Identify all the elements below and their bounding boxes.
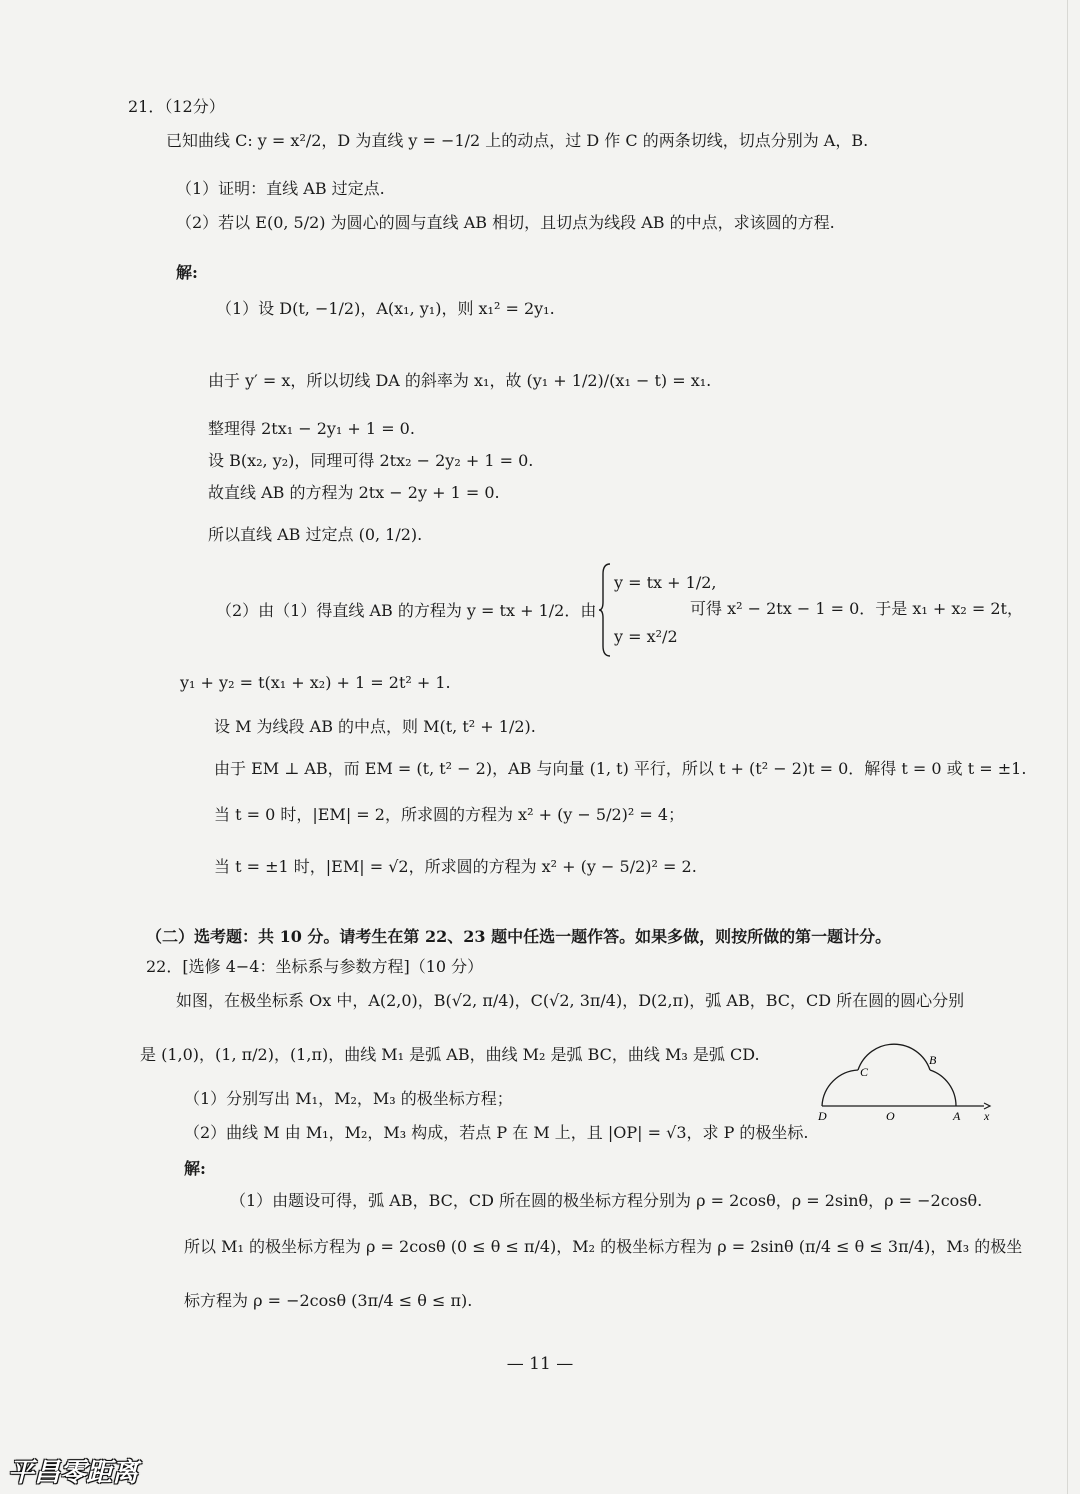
q21-sol-line: 可得 x² − 2tx − 1 = 0．于是 x₁ + x₂ = 2t， (690, 599, 1023, 618)
q21-part1: （1）证明：直线 AB 过定点. (176, 179, 385, 198)
label-O: O (886, 1109, 895, 1123)
q21-sol-line: 由于 EM ⊥ AB，而 EM = (t, t² − 2)，AB 与向量 (1, t) 平行，所以 t + (t² − 2)t = 0．解得 t = 0 或 t = ±1. (214, 759, 1027, 778)
q21-part2: （2）若以 E(0, 5/2) 为圆心的圆与直线 AB 相切，且切点为线段 AB 的中点，求该圆的方程. (176, 213, 835, 232)
q21-header: 21．（12分） (128, 97, 225, 116)
label-C: C (860, 1065, 869, 1079)
q21-sol-line: 由于 y′ = x，所以切线 DA 的斜率为 x₁，故 (y₁ + 1/2)/(x₁ − t) = x₁. (208, 371, 712, 390)
q21-sol-line: y₁ + y₂ = t(x₁ + x₂) + 1 = 2t² + 1. (180, 673, 451, 692)
q22-header: 22．[选修 4−4：坐标系与参数方程]（10 分） (146, 957, 484, 976)
system-brace (598, 562, 612, 658)
q22-solution-label: 解: (184, 1159, 206, 1178)
q21-sol-line: （2）由（1）得直线 AB 的方程为 y = tx + 1/2．由 (216, 601, 597, 620)
watermark: 平昌零距离 (8, 1458, 139, 1488)
q21-sol-line: 设 M 为线段 AB 的中点，则 M(t, t² + 1/2). (214, 717, 536, 736)
q22-stem: 如图，在极坐标系 Ox 中，A(2,0)，B(√2, π/4)，C(√2, 3π/4)，D(2,π)，弧 AB，BC，CD 所在圆的圆心分别 (176, 991, 965, 1010)
arc-BC (858, 1044, 930, 1070)
page-number: — 11 — (506, 1354, 574, 1374)
q21-sol-line: 所以直线 AB 过定点 (0, 1/2). (208, 525, 423, 544)
arc-AB (930, 1070, 956, 1106)
q22-part1: （1）分别写出 M₁，M₂，M₃ 的极坐标方程； (184, 1089, 513, 1108)
q21-sol-line: 当 t = ±1 时，|EM| = √2，所求圆的方程为 x² + (y − 5/2)² = 2. (214, 857, 697, 876)
q21-sol-line: 故直线 AB 的方程为 2tx − 2y + 1 = 0. (208, 483, 500, 502)
label-D: D (818, 1109, 827, 1123)
page-edge (1067, 0, 1068, 1494)
q22-stem-cont: 是 (1,0)，(1, π/2)，(1,π)，曲线 M₁ 是弧 AB，曲线 M₂ 是弧 BC，曲线 M₃ 是弧 CD. (140, 1045, 760, 1064)
q21-sol-line: 当 t = 0 时，|EM| = 2，所求圆的方程为 x² + (y − 5/2)² = 4； (214, 805, 685, 824)
label-A: A (953, 1109, 961, 1123)
section-optional-header: （二）选考题：共 10 分。请考生在第 22、23 题中任选一题作答。如果多做，则按所做的第一题计分。 (146, 927, 892, 946)
q22-sol-line: 标方程为 ρ = −2cosθ (3π/4 ≤ θ ≤ π). (184, 1291, 473, 1310)
q22-sol-line: （1）由题设可得，弧 AB，BC，CD 所在圆的极坐标方程分别为 ρ = 2cosθ，ρ = 2sinθ，ρ = −2cosθ. (230, 1191, 983, 1210)
q22-sol-line: 所以 M₁ 的极坐标方程为 ρ = 2cosθ (0 ≤ θ ≤ π/4)，M₂ 的极坐标方程为 ρ = 2sinθ (π/4 ≤ θ ≤ 3π/4)，M₃ 的极坐 (184, 1237, 1023, 1256)
arc-CD (822, 1070, 858, 1106)
q21-sol-line: 设 B(x₂, y₂)，同理可得 2tx₂ − 2y₂ + 1 = 0. (208, 451, 534, 470)
system-eq-1: y = tx + 1/2, (614, 573, 717, 592)
q21-sol-line: （1）设 D(t, −1/2)，A(x₁, y₁)，则 x₁² = 2y₁. (216, 299, 555, 318)
label-x: x (984, 1109, 990, 1123)
system-eq-2: y = x²/2 (614, 627, 678, 646)
label-B: B (929, 1053, 937, 1067)
polar-figure (812, 1024, 1002, 1124)
q21-sol-line: 整理得 2tx₁ − 2y₁ + 1 = 0. (208, 419, 415, 438)
q21-solution-label: 解: (176, 263, 198, 282)
q21-stem: 已知曲线 C: y = x²/2，D 为直线 y = −1/2 上的动点，过 D 作 C 的两条切线，切点分别为 A，B. (166, 131, 869, 150)
q22-part2: （2）曲线 M 由 M₁，M₂，M₃ 构成，若点 P 在 M 上，且 |OP| = √3，求 P 的极坐标. (184, 1123, 809, 1142)
